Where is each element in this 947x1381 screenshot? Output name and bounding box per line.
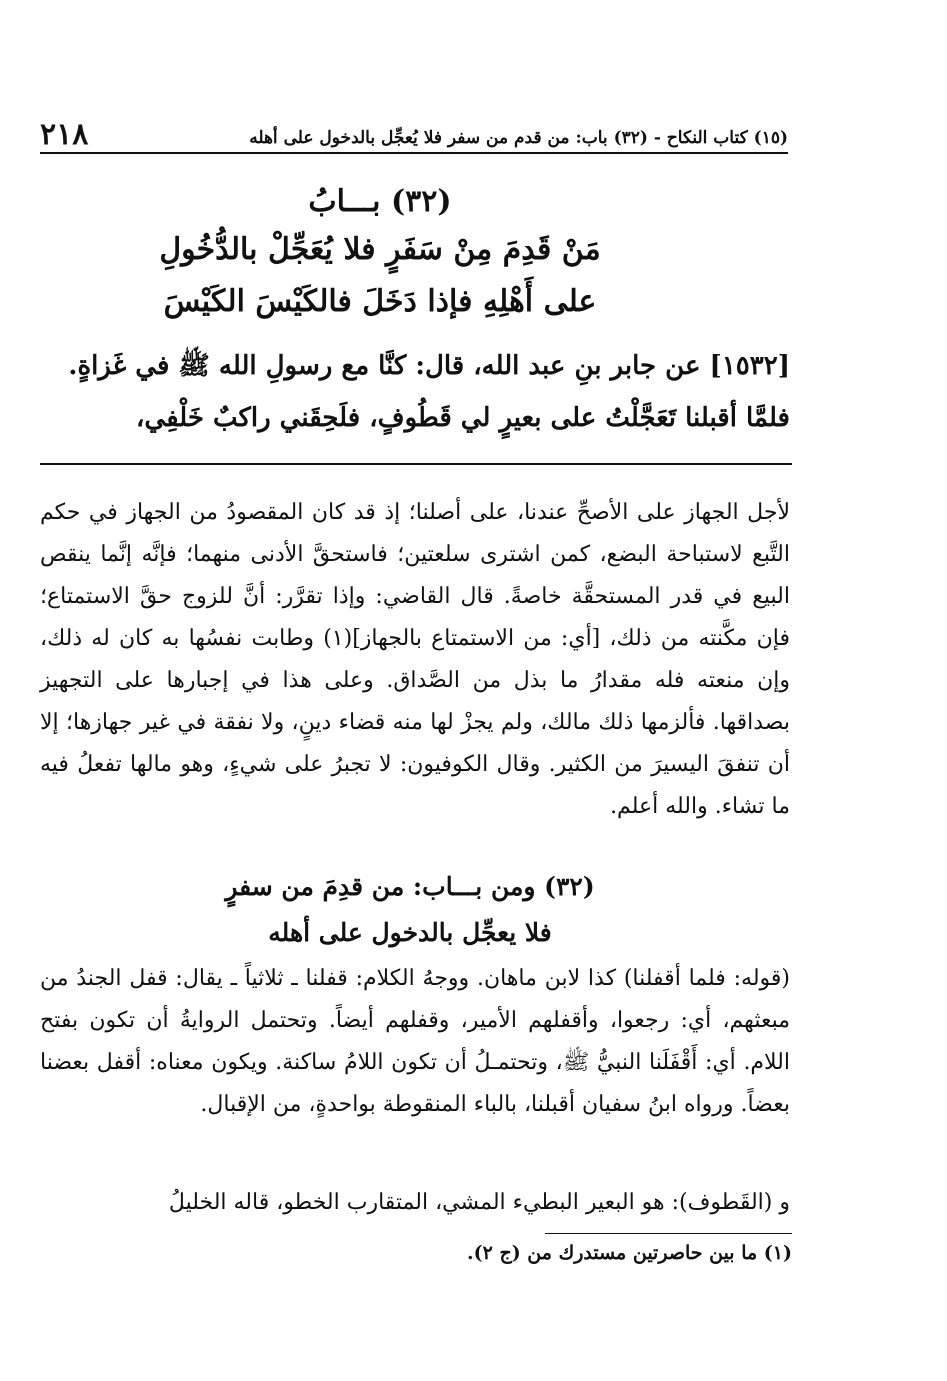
hadith-text: [١٥٣٢] عن جابر بنِ عبد الله، قال: كنَّا مع رسولِ الله ﷺ في غَزاةٍ. فلمَّا أقبلنا تَعَجَّلْتُ على بعيرٍ لي قَطُوفٍ، فلَحِقَني راكبٌ خَلْفِي،	[68, 351, 790, 433]
chapter-title-line1: مَنْ قَدِمَ مِنْ سَفَرٍ فلا يُعَجِّلْ بالدُّخُولِ	[159, 232, 601, 267]
section-title-line2: فلا يعجِّل بالدخول على أهله	[268, 918, 552, 947]
running-title: (١٥) كتاب النكاح - (٣٢) باب: من قدم من سفر فلا يُعجِّل بالدخول على أهله	[249, 128, 788, 148]
commentary-paragraph: لأجل الجهاز على الأصحِّ عندنا، على أصلنا؛ إذ قد كان المقصودُ من الجهاز في حكم التَّبع لاستباحة البضع، كمن اشترى سلعتين؛ فاستحقَّ الأدنى منهما؛ فإنَّه إنَّما ينقص البيع في قدر المستحقَّة خاصةً. قال القاضي: وإذا تقرَّر: أنَّ للزوج حقَّ الاستمتاع؛ فإن مكَّنته من ذلك، [أي: من الاستمتاع بالجهاز](١) وطابت نفسُها به كان له ذلك، وإن منعته فله مقدارُ ما بذل من الصَّداق. وعلى هذا في إجبارها على التجهيز بصداقها. فألزمها ذلك مالك، ولم يجزْ لها منه قضاء دينٍ، ولا نفقة في غير جهازها؛ إلا أن تنفقَ اليسيرَ من الكثير. وقال الكوفيون: لا تجبرُ على شيءٍ، وهو مالها تفعلُ فيه ما تشاء. والله أعلم.	[40, 500, 790, 819]
text-commentary-separator	[40, 463, 792, 465]
chapter-number: (٣٢) بـــابُ	[308, 184, 452, 219]
section-heading	[150, 864, 670, 956]
page-header	[40, 112, 788, 152]
chapter-title-line2: على أَهْلِهِ فإذا دَخَلَ فالكَيْسَ الكَيْسَ	[163, 284, 597, 319]
commentary-paragraph-2: و (القَطوف): هو البعير البطيء المشي، المتقارب الخطو، قاله الخليلُ	[168, 1190, 790, 1215]
commentary-paragraph-1: (قوله: فلما أقفلنا) كذا لابن ماهان. ووجهُ الكلام: قفلنا ـ ثلاثياً ـ يقال: قفل الجندُ من مبعثهم، أي: رجعوا، وأقفلهم الأمير، وقفلهم أيضاً. وتحتمل الروايةُ أن تكون بفتح اللام. أي: أَقْفَلَنا النبيُّ ﷺ، وتحتمـلُ أن تكون اللامُ ساكنة. ويكون معناه: أقفل بعضنا بعضاً. ورواه ابنُ سفيان أقبلنا، بالباء المنقوطة بواحدةٍ، من الإقبال.	[40, 966, 791, 1117]
commentary-block-2	[40, 958, 790, 1126]
chapter-heading	[100, 180, 660, 328]
footnote: (١) ما بين حاصرتين مستدرك من (ج ٢).	[467, 1242, 792, 1264]
commentary-block	[40, 492, 790, 828]
footnote-rule	[545, 1233, 792, 1234]
header-rule	[40, 152, 788, 154]
commentary-block-3	[40, 1182, 790, 1224]
section-title-line1: (٣٢) ومن بـــاب: من قدِمَ من سفرٍ	[225, 872, 595, 901]
page-number: ٢١٨	[40, 117, 89, 152]
